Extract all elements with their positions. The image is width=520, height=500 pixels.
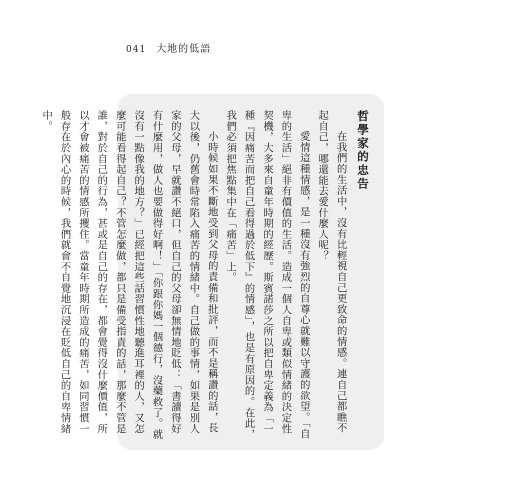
paragraph-1: 在我們的生活中，沒有比輕視自己更致命的情感。連自己都瞧不起自己，哪還能去愛什麼人呢？ [316, 110, 347, 433]
quote-card [40, 94, 384, 450]
vertical-text-block [37, 110, 372, 440]
page-header [126, 40, 211, 55]
book-title: 大地的低語 [156, 44, 212, 55]
page-number: 041 [126, 45, 147, 55]
paragraph-2: 愛情這種情感，是一種沒有強烈的自尊心就難以守護的欲望。「自卑的生活」絕非有價值的生活。造成一個人自卑或類似情緒的決定性契機，大多來自童年時期的經歷。斯賓諾莎之所以把自卑定義為「一種『因痛苦而把自己看得過於低下』的情感」，也是有原因的。在此，我們必須把焦點集中在「痛苦」上。 [224, 110, 310, 440]
section-heading: 哲學家的忠告 [354, 110, 372, 440]
paragraph-3: 小時候如果不斷地受到父母的責備和批評，而不是稱讚的話，長大以後，仍舊會時常陷入痛苦的情緒中。自己做的事情，如果是別人家的父母，早就讚不絕口，但自己的父母卻無情地貶低：「書讀得好有什麼用，做人也要做得好啊！」「你跟你媽一個德行，沒藥救了。就沒有一點像我的地方？」已經把這些話習慣性地聽進耳裡的人，又怎麼可能看得起自己？不管怎麼做，都只是備受指責的話，那麼不管是誰，對於自己的行為，甚或是自己的存在，都會覺得沒什麼價值，所以才會被痛苦的情感所攫住。當童年時期所造成的痛苦，如同習慣一般存在於內心的時候，我們就會不自覺地沉浸在貶低自己的自卑情緒中。 [40, 110, 218, 440]
